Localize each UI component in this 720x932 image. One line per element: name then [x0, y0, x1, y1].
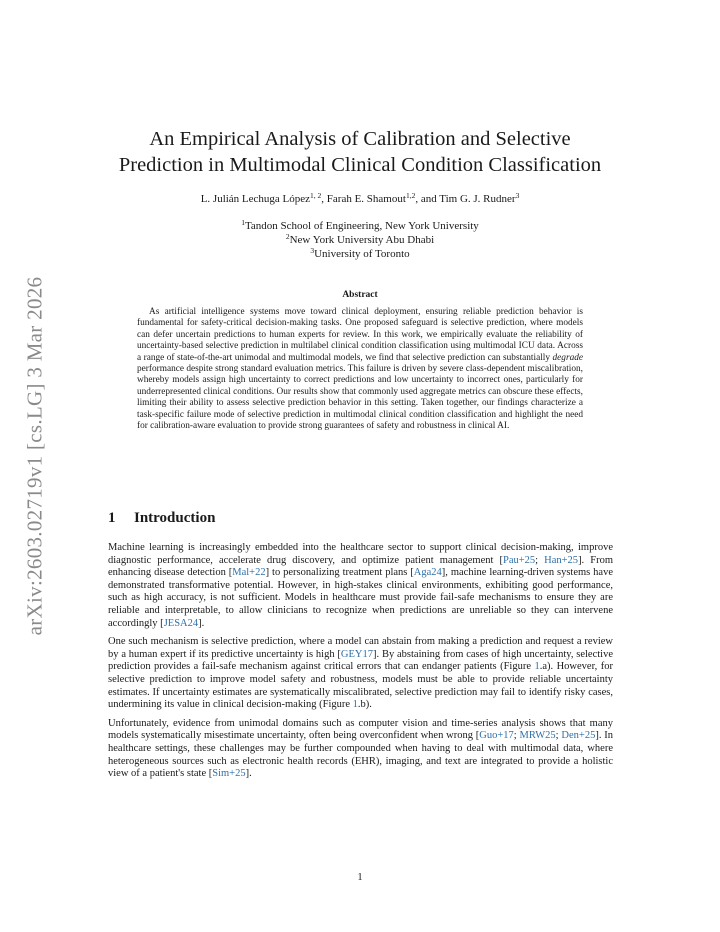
arxiv-identifier-stamp	[20, 266, 50, 646]
affiliation-mark: 1	[241, 218, 245, 227]
citation-link[interactable]: Han+25	[544, 554, 579, 566]
abstract-heading: Abstract	[342, 290, 378, 300]
citation-link[interactable]: Mal+22	[232, 567, 266, 579]
author-affiliation-mark: 1, 2	[310, 191, 322, 200]
citation-link[interactable]: 1	[534, 661, 540, 673]
abstract-emphasis: degrade	[552, 352, 583, 363]
body-paragraph	[108, 718, 613, 781]
affiliation	[80, 219, 640, 233]
citation-link[interactable]: Sim+25	[212, 768, 246, 780]
paragraph-text: ].	[245, 768, 252, 780]
paper-title-line-1: An Empirical Analysis of Calibration and Selective	[149, 128, 571, 150]
abstract-text: performance despite strong standard evaluation metrics. This failure is driven by severe class-dependent miscalibration, whereby models assign high uncertainty to correct predictions and low uncertainty to incorrect ones, particularly for underrepresented clinical conditions. Our results show that commonly used aggregate metrics can obscure these effects, limiting their ability to assess selective prediction behavior in this setting. Taken together, our findings characterize a task-specific failure mode of selective prediction in multimodal clinical condition classification and highlight the need for calibration-aware evaluation to provide strong guarantees of safety and robustness in clinical AI.	[137, 364, 583, 432]
affiliation-mark: 3	[310, 246, 315, 255]
abstract-text: As artificial intelligence systems move toward clinical deployment, ensuring reliable prediction behavior is fundamental for safety-critical decision-making tasks. One proposed safeguard is selective prediction, where models can defer uncertain predictions to human experts for review. In this work, we empirically evaluate the reliability of uncertainty-based selective prediction in multilabel clinical condition classification using multimodal ICU data. Across a range of state-of-the-art unimodal and multimodal models, we find that selective prediction can substantially	[137, 307, 583, 363]
citation-link[interactable]: Aga24	[413, 567, 442, 579]
section-number: 1	[108, 510, 116, 526]
paragraph-text: ].	[198, 617, 205, 629]
paper-title	[80, 126, 640, 178]
affiliation-text: Tandon School of Engineering, New York University	[244, 220, 479, 232]
affiliation-list	[80, 219, 640, 261]
affiliation-text: University of Toronto	[314, 248, 410, 260]
paper-title-line-2: Prediction in Multimodal Clinical Condition Classification	[118, 154, 602, 176]
affiliation-text: New York University Abu Dhabi	[289, 234, 435, 246]
paragraph-text: ;	[535, 554, 545, 566]
paragraph-text: ]. From enhancing disease detection [	[108, 554, 613, 579]
citation-link[interactable]: GEY17	[340, 648, 373, 660]
citation-link[interactable]: MRW25	[519, 730, 556, 742]
paragraph-text: ], machine learning-driven systems have demonstrated transformative potential. However, in high-stakes clinical environments, exhibiting good performance, such as high accuracy, is not sufficient. Models in healthcare must provide fail-safe mechanisms to ensure they are reliable and interpretable, to allow clinicians to recognize when predictions are unreliable so they can intervene accordingly [	[108, 567, 614, 629]
paragraph-text: .a). However, for selective prediction to improve model safety and robustness, models must be able to provide reliable uncertainty estimates. If uncertainty estimates are systematically miscalibrated, selective prediction may fail to identify risky cases, undermining its value in clinical decision-making (Figure	[108, 661, 613, 711]
paragraph-text: ] to personalizing treatment plans [	[265, 567, 414, 579]
author-separator: ,	[321, 193, 327, 205]
paragraph-text: ]. In healthcare settings, these challenges may be further compounded when having to deal with multimodal data, where heterogeneous sources such as electronic health records (EHR), imaging, and text are integrated to provide a holistic view of a patient's state [	[108, 730, 614, 780]
citation-link[interactable]: Guo+17	[479, 730, 514, 742]
author-name: Farah E. Shamout	[326, 193, 406, 205]
author-affiliation-mark: 1,2	[405, 191, 416, 200]
section-title: Introduction	[134, 510, 216, 526]
author-name: L. Julián Lechuga López	[200, 193, 311, 205]
abstract-body	[137, 307, 583, 432]
citation-link[interactable]: JESA24	[163, 617, 199, 629]
section-heading	[108, 510, 215, 527]
author-separator: , and	[415, 193, 440, 205]
paragraph-text: One such mechanism is selective prediction, where a model can abstain from making a prediction and request a review by a human expert if its predictive uncertainty is high [	[108, 636, 613, 660]
citation-link[interactable]: 1	[352, 699, 358, 711]
paragraph-text: ;	[555, 730, 562, 742]
paragraph-text: ]. By abstaining from cases of high uncertainty, selective prediction provides a fail-safe mechanism against critical errors that can endanger patients (Figure	[108, 648, 613, 673]
affiliation	[80, 247, 640, 261]
citation-link[interactable]: Pau+25	[502, 554, 536, 566]
author-affiliation-mark: 3	[515, 191, 520, 200]
body-paragraph	[108, 542, 613, 630]
arxiv-identifier-text: arXiv:2603.02719v1 [cs.LG] 3 Mar 2026	[22, 276, 47, 636]
body-paragraph	[108, 636, 613, 712]
paragraph-text: ;	[513, 730, 520, 742]
page-number: 1	[357, 872, 363, 883]
paragraph-text: .b).	[357, 699, 372, 711]
affiliation	[80, 233, 640, 247]
paragraph-text: Machine learning is increasingly embedded into the healthcare sector to support clinical decision-making, improve diagnostic performance, accelerate drug discovery, and optimize patient management [	[108, 542, 613, 566]
affiliation-mark: 2	[285, 232, 290, 241]
citation-link[interactable]: Den+25	[561, 730, 596, 742]
author-list	[80, 192, 640, 206]
author-name: Tim G. J. Rudner	[439, 193, 516, 205]
introduction-body	[108, 542, 613, 787]
paragraph-text: Unfortunately, evidence from unimodal domains such as computer vision and time-series analysis shows that many models systematically misestimate uncertainty, often being overconfident when wrong [	[108, 717, 613, 742]
